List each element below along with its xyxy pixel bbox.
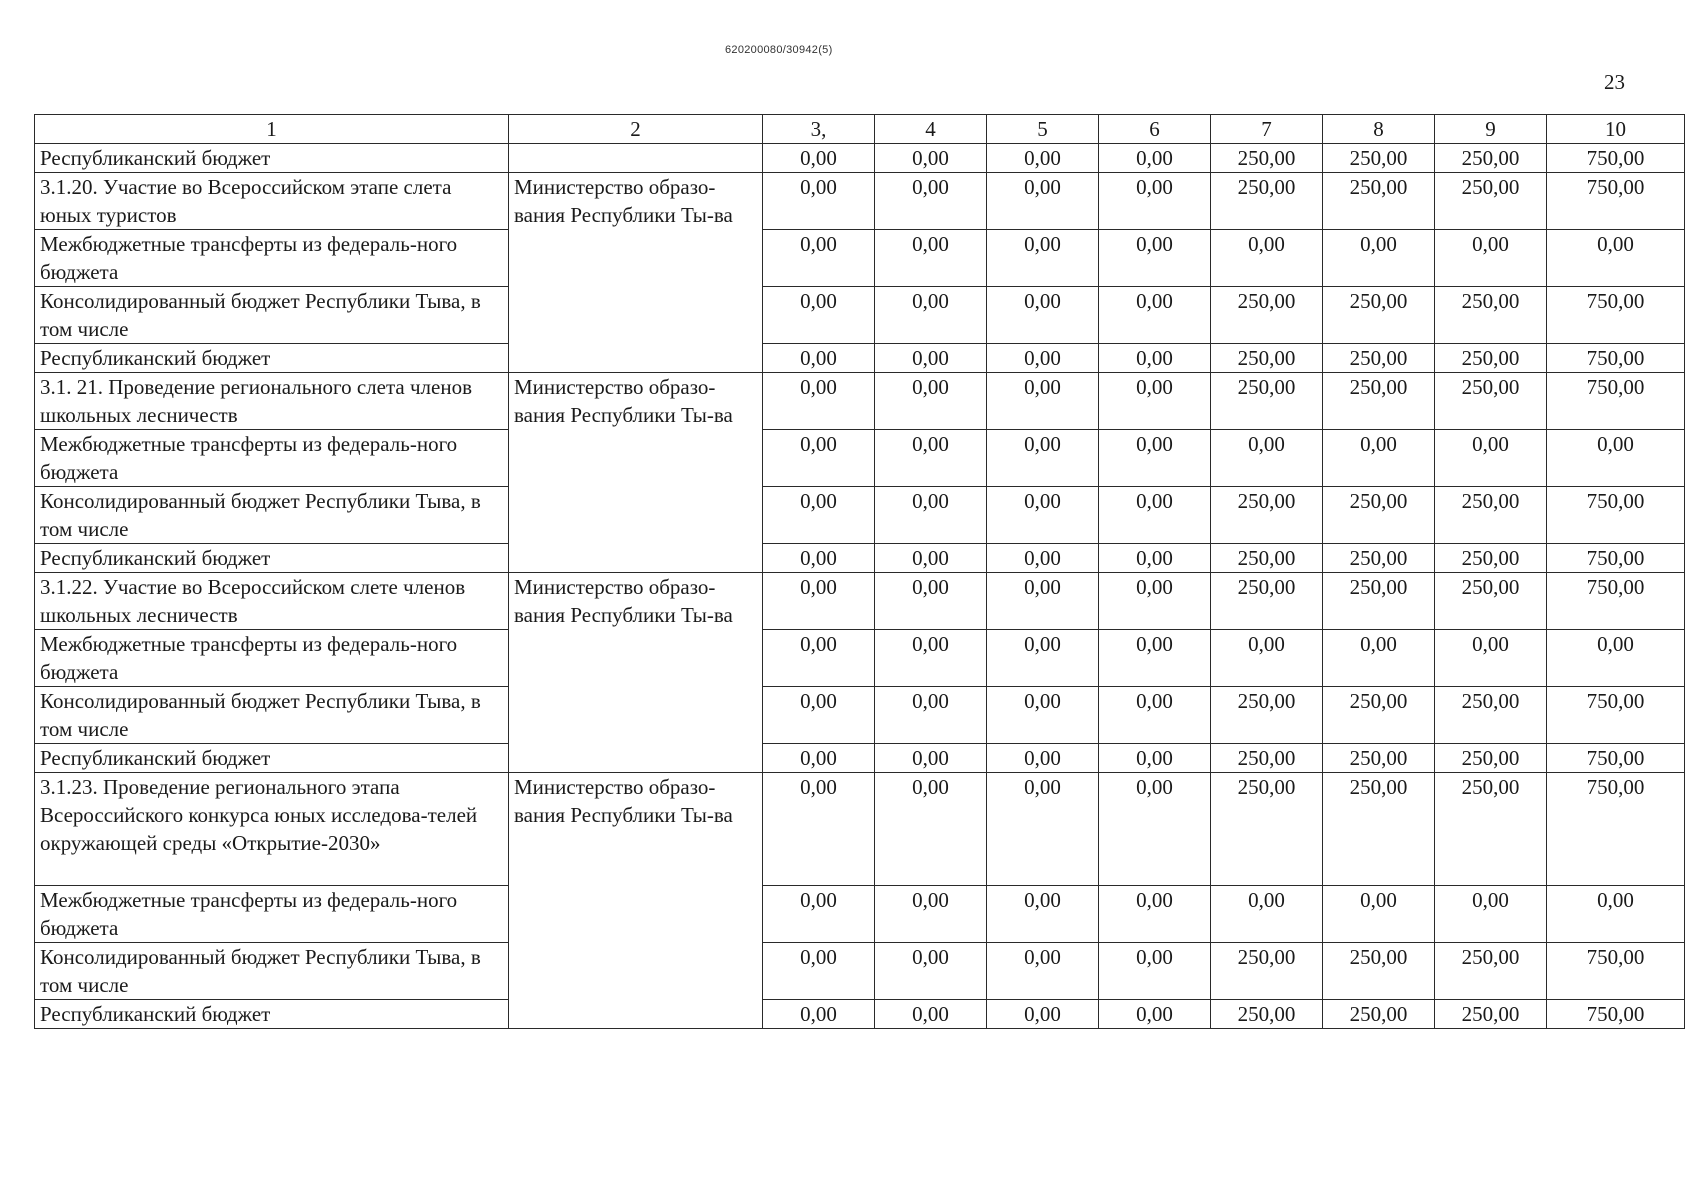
value-cell: 750,00 <box>1547 943 1685 1000</box>
row-label: Консолидированный бюджет Республики Тыва, в том числе <box>35 287 509 344</box>
row-label: Консолидированный бюджет Республики Тыва, в том числе <box>35 487 509 544</box>
table-row <box>35 630 1685 687</box>
value-cell: 0,00 <box>763 144 875 173</box>
row-label: Республиканский бюджет <box>35 744 509 773</box>
value-cell: 0,00 <box>875 773 987 886</box>
value-cell: 0,00 <box>875 544 987 573</box>
value-cell: 250,00 <box>1435 1000 1547 1029</box>
value-cell: 250,00 <box>1211 943 1323 1000</box>
value-cell: 0,00 <box>987 687 1099 744</box>
value-cell: 750,00 <box>1547 287 1685 344</box>
value-cell: 0,00 <box>875 487 987 544</box>
value-cell: 0,00 <box>875 573 987 630</box>
value-cell: 0,00 <box>1099 687 1211 744</box>
value-cell: 250,00 <box>1435 344 1547 373</box>
value-cell: 0,00 <box>763 430 875 487</box>
row-label: 3.1.20. Участие во Всероссийском этапе слета юных туристов <box>35 173 509 230</box>
value-cell: 750,00 <box>1547 173 1685 230</box>
table-row <box>35 573 1685 630</box>
row-label: Республиканский бюджет <box>35 1000 509 1029</box>
value-cell: 250,00 <box>1435 744 1547 773</box>
column-header: 4 <box>875 115 987 144</box>
value-cell: 0,00 <box>1099 173 1211 230</box>
table-row <box>35 773 1685 886</box>
row-label: 3.1.22. Участие во Всероссийском слете членов школьных лесничеств <box>35 573 509 630</box>
value-cell: 0,00 <box>875 630 987 687</box>
value-cell: 0,00 <box>987 487 1099 544</box>
row-label: Межбюджетные трансферты из федераль-ного бюджета <box>35 430 509 487</box>
table-row <box>35 344 1685 373</box>
value-cell: 0,00 <box>1099 144 1211 173</box>
value-cell: 0,00 <box>875 943 987 1000</box>
value-cell: 0,00 <box>987 773 1099 886</box>
value-cell: 0,00 <box>1435 886 1547 943</box>
column-header: 9 <box>1435 115 1547 144</box>
value-cell: 750,00 <box>1547 144 1685 173</box>
value-cell: 250,00 <box>1435 943 1547 1000</box>
table-row <box>35 430 1685 487</box>
value-cell: 0,00 <box>1435 430 1547 487</box>
value-cell: 0,00 <box>763 373 875 430</box>
value-cell: 0,00 <box>1211 630 1323 687</box>
value-cell: 0,00 <box>1211 430 1323 487</box>
value-cell: 0,00 <box>1547 430 1685 487</box>
value-cell: 250,00 <box>1435 144 1547 173</box>
value-cell: 0,00 <box>1099 487 1211 544</box>
value-cell: 250,00 <box>1435 773 1547 886</box>
value-cell: 0,00 <box>763 544 875 573</box>
row-label: Республиканский бюджет <box>35 144 509 173</box>
value-cell: 250,00 <box>1435 173 1547 230</box>
value-cell: 0,00 <box>1099 886 1211 943</box>
page-number: 23 <box>1604 70 1625 94</box>
table-row <box>35 144 1685 173</box>
value-cell: 0,00 <box>875 173 987 230</box>
value-cell: 250,00 <box>1323 773 1435 886</box>
value-cell: 0,00 <box>987 886 1099 943</box>
value-cell: 250,00 <box>1211 544 1323 573</box>
value-cell: 0,00 <box>1099 287 1211 344</box>
value-cell: 0,00 <box>763 173 875 230</box>
value-cell: 0,00 <box>763 230 875 287</box>
responsible-executor: Министерство образо-вания Республики Ты-ва <box>509 773 763 1029</box>
column-header: 5 <box>987 115 1099 144</box>
document-code: 620200080/30942(5) <box>725 44 833 56</box>
table-row <box>35 487 1685 544</box>
column-header: 2 <box>509 115 763 144</box>
value-cell: 750,00 <box>1547 1000 1685 1029</box>
value-cell: 0,00 <box>987 287 1099 344</box>
value-cell: 0,00 <box>875 373 987 430</box>
column-header: 7 <box>1211 115 1323 144</box>
column-header: 10 <box>1547 115 1685 144</box>
value-cell: 0,00 <box>875 144 987 173</box>
value-cell: 250,00 <box>1211 344 1323 373</box>
value-cell: 0,00 <box>1099 630 1211 687</box>
table-row <box>35 943 1685 1000</box>
value-cell: 0,00 <box>1547 230 1685 287</box>
column-header: 1 <box>35 115 509 144</box>
value-cell: 0,00 <box>763 344 875 373</box>
table-row <box>35 687 1685 744</box>
value-cell: 0,00 <box>763 630 875 687</box>
value-cell: 0,00 <box>875 230 987 287</box>
value-cell: 250,00 <box>1323 943 1435 1000</box>
column-number-header-row <box>35 115 1685 144</box>
value-cell: 0,00 <box>1323 230 1435 287</box>
responsible-executor: Министерство образо-вания Республики Ты-ва <box>509 373 763 573</box>
value-cell: 0,00 <box>1323 886 1435 943</box>
value-cell: 0,00 <box>875 1000 987 1029</box>
value-cell: 0,00 <box>763 287 875 344</box>
value-cell: 0,00 <box>763 687 875 744</box>
value-cell: 750,00 <box>1547 487 1685 544</box>
column-header: 6 <box>1099 115 1211 144</box>
value-cell: 250,00 <box>1323 544 1435 573</box>
value-cell: 0,00 <box>763 744 875 773</box>
value-cell: 0,00 <box>875 344 987 373</box>
value-cell: 250,00 <box>1323 173 1435 230</box>
responsible-executor: Министерство образо-вания Республики Ты-ва <box>509 573 763 773</box>
responsible-executor <box>509 144 763 173</box>
table-row <box>35 744 1685 773</box>
value-cell: 250,00 <box>1435 373 1547 430</box>
value-cell: 250,00 <box>1211 687 1323 744</box>
value-cell: 250,00 <box>1435 487 1547 544</box>
value-cell: 0,00 <box>875 430 987 487</box>
value-cell: 0,00 <box>1323 630 1435 687</box>
value-cell: 0,00 <box>1099 544 1211 573</box>
value-cell: 0,00 <box>875 886 987 943</box>
row-label: Межбюджетные трансферты из федераль-ного бюджета <box>35 230 509 287</box>
value-cell: 0,00 <box>1099 430 1211 487</box>
value-cell: 250,00 <box>1435 287 1547 344</box>
table-row <box>35 287 1685 344</box>
value-cell: 750,00 <box>1547 344 1685 373</box>
value-cell: 0,00 <box>1099 943 1211 1000</box>
value-cell: 0,00 <box>1211 886 1323 943</box>
value-cell: 250,00 <box>1323 144 1435 173</box>
row-label: Консолидированный бюджет Республики Тыва, в том числе <box>35 687 509 744</box>
value-cell: 0,00 <box>987 544 1099 573</box>
value-cell: 0,00 <box>987 744 1099 773</box>
value-cell: 0,00 <box>987 943 1099 1000</box>
row-label: Республиканский бюджет <box>35 544 509 573</box>
table-row <box>35 173 1685 230</box>
value-cell: 250,00 <box>1211 773 1323 886</box>
value-cell: 0,00 <box>987 344 1099 373</box>
column-header: 3, <box>763 115 875 144</box>
value-cell: 0,00 <box>875 287 987 344</box>
value-cell: 250,00 <box>1211 287 1323 344</box>
value-cell: 250,00 <box>1435 573 1547 630</box>
row-label: 3.1.23. Проведение регионального этапа Всероссийского конкурса юных исследова-телей окружающей среды «Открытие-2030» <box>35 773 509 886</box>
value-cell: 250,00 <box>1323 487 1435 544</box>
value-cell: 0,00 <box>1099 344 1211 373</box>
value-cell: 0,00 <box>1099 230 1211 287</box>
value-cell: 0,00 <box>763 773 875 886</box>
responsible-executor: Министерство образо-вания Республики Ты-ва <box>509 173 763 373</box>
row-label: Межбюджетные трансферты из федераль-ного бюджета <box>35 630 509 687</box>
value-cell: 250,00 <box>1211 744 1323 773</box>
column-header: 8 <box>1323 115 1435 144</box>
value-cell: 750,00 <box>1547 744 1685 773</box>
value-cell: 250,00 <box>1323 373 1435 430</box>
value-cell: 250,00 <box>1211 373 1323 430</box>
value-cell: 0,00 <box>987 144 1099 173</box>
value-cell: 250,00 <box>1323 1000 1435 1029</box>
value-cell: 0,00 <box>987 630 1099 687</box>
table-row <box>35 1000 1685 1029</box>
value-cell: 750,00 <box>1547 687 1685 744</box>
value-cell: 0,00 <box>1547 630 1685 687</box>
value-cell: 250,00 <box>1323 573 1435 630</box>
value-cell: 0,00 <box>987 430 1099 487</box>
value-cell: 0,00 <box>763 1000 875 1029</box>
budget-table <box>34 114 1685 1029</box>
table-row <box>35 886 1685 943</box>
table-row <box>35 544 1685 573</box>
value-cell: 0,00 <box>875 744 987 773</box>
value-cell: 0,00 <box>763 573 875 630</box>
value-cell: 0,00 <box>1099 573 1211 630</box>
value-cell: 0,00 <box>875 687 987 744</box>
value-cell: 750,00 <box>1547 773 1685 886</box>
row-label: 3.1. 21. Проведение регионального слета членов школьных лесничеств <box>35 373 509 430</box>
value-cell: 250,00 <box>1323 744 1435 773</box>
value-cell: 250,00 <box>1211 1000 1323 1029</box>
value-cell: 250,00 <box>1211 487 1323 544</box>
value-cell: 250,00 <box>1435 544 1547 573</box>
value-cell: 0,00 <box>1435 230 1547 287</box>
value-cell: 250,00 <box>1211 144 1323 173</box>
table-row <box>35 230 1685 287</box>
value-cell: 750,00 <box>1547 573 1685 630</box>
value-cell: 0,00 <box>987 573 1099 630</box>
row-label: Консолидированный бюджет Республики Тыва, в том числе <box>35 943 509 1000</box>
value-cell: 250,00 <box>1211 173 1323 230</box>
row-label: Межбюджетные трансферты из федераль-ного бюджета <box>35 886 509 943</box>
value-cell: 0,00 <box>987 230 1099 287</box>
value-cell: 250,00 <box>1323 687 1435 744</box>
value-cell: 250,00 <box>1323 287 1435 344</box>
value-cell: 250,00 <box>1323 344 1435 373</box>
value-cell: 0,00 <box>763 487 875 544</box>
value-cell: 0,00 <box>987 173 1099 230</box>
value-cell: 750,00 <box>1547 373 1685 430</box>
value-cell: 0,00 <box>1211 230 1323 287</box>
value-cell: 0,00 <box>1099 744 1211 773</box>
value-cell: 0,00 <box>763 943 875 1000</box>
value-cell: 0,00 <box>987 1000 1099 1029</box>
value-cell: 0,00 <box>987 373 1099 430</box>
value-cell: 250,00 <box>1211 573 1323 630</box>
table-row <box>35 373 1685 430</box>
value-cell: 0,00 <box>1099 773 1211 886</box>
value-cell: 0,00 <box>1099 1000 1211 1029</box>
value-cell: 0,00 <box>1099 373 1211 430</box>
value-cell: 0,00 <box>763 886 875 943</box>
value-cell: 0,00 <box>1435 630 1547 687</box>
row-label: Республиканский бюджет <box>35 344 509 373</box>
value-cell: 0,00 <box>1547 886 1685 943</box>
value-cell: 0,00 <box>1323 430 1435 487</box>
value-cell: 750,00 <box>1547 544 1685 573</box>
value-cell: 250,00 <box>1435 687 1547 744</box>
